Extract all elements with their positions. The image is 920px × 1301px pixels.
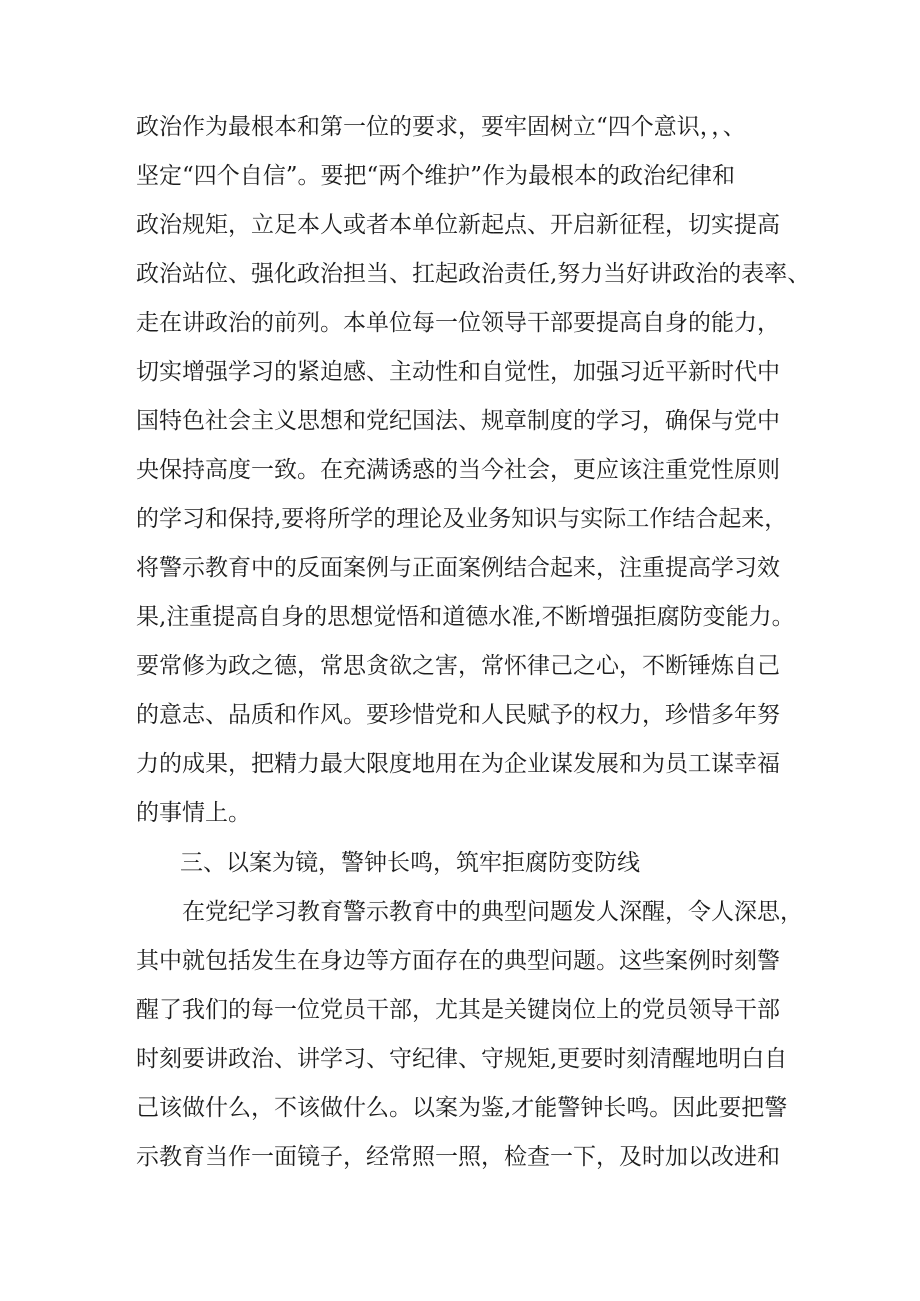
paragraph-line: 时刻要讲政治、讲学习、守纪律、守规矩,更要时刻清醒地明白自 — [136, 1046, 788, 1072]
paragraph-line: 示教育当作一面镜子，经常照一照，检查一下，及时加以改进和 — [136, 1144, 780, 1170]
paragraph-line: 政治作为最根本和第一位的要求，要牢固树立“四个意识，，、 — [136, 114, 746, 140]
paragraph-line: 坚定“四个自信”。要把“两个维护”作为最根本的政治纪律和 — [136, 163, 736, 189]
paragraph-line: 醒了我们的每一位党员干部，尤其是关键岗位上的党员领导干部 — [136, 997, 780, 1023]
paragraph-line: 的学习和保持,要将所学的理论及业务知识与实际工作结合起来， — [136, 506, 788, 532]
paragraph-line: 果,注重提高自身的思想觉悟和道德水准,不断增强拒腐防变能力。 — [136, 604, 795, 630]
paragraph-line: 其中就包括发生在身边等方面存在的典型问题。这些案例时刻警 — [136, 948, 780, 974]
paragraph-line: 国特色社会主义思想和党纪国法、规章制度的学习，确保与党中 — [136, 408, 780, 434]
paragraph-line: 政治规矩，立足本人或者本单位新起点、开启新征程，切实提高 — [136, 212, 780, 238]
paragraph-line: 走在讲政治的前列。本单位每一位领导干部要提高自身的能力， — [136, 310, 780, 336]
paragraph-line: 要常修为政之德，常思贪欲之害，常怀律己之心，不断锤炼自己 — [136, 653, 780, 679]
paragraph-line: 己该做什么，不该做什么。以案为鉴,才能警钟长鸣。因此要把警 — [136, 1095, 788, 1121]
section-heading: 三、以案为镜，警钟长鸣，筑牢拒腐防变防线 — [180, 850, 640, 876]
paragraph-line: 将警示教育中的反面案例与正面案例结合起来，注重提高学习效 — [136, 555, 780, 581]
paragraph-line: 在党纪学习教育警示教育中的典型问题发人深醒，令人深思， — [182, 899, 803, 925]
paragraph-line: 的事情上。 — [136, 800, 251, 826]
paragraph-line: 政治站位、强化政治担当、扛起政治责任,努力当好讲政治的表率、 — [136, 261, 811, 287]
paragraph-line: 央保持高度一致。在充满诱惑的当今社会，更应该注重党性原则 — [136, 457, 780, 483]
paragraph-line: 的意志、品质和作风。要珍惜党和人民赋予的权力，珍惜多年努 — [136, 702, 780, 728]
paragraph-line: 力的成果，把精力最大限度地用在为企业谋发展和为员工谋幸福 — [136, 751, 780, 777]
paragraph-line: 切实增强学习的紧迫感、主动性和自觉性，加强习近平新时代中 — [136, 359, 780, 385]
